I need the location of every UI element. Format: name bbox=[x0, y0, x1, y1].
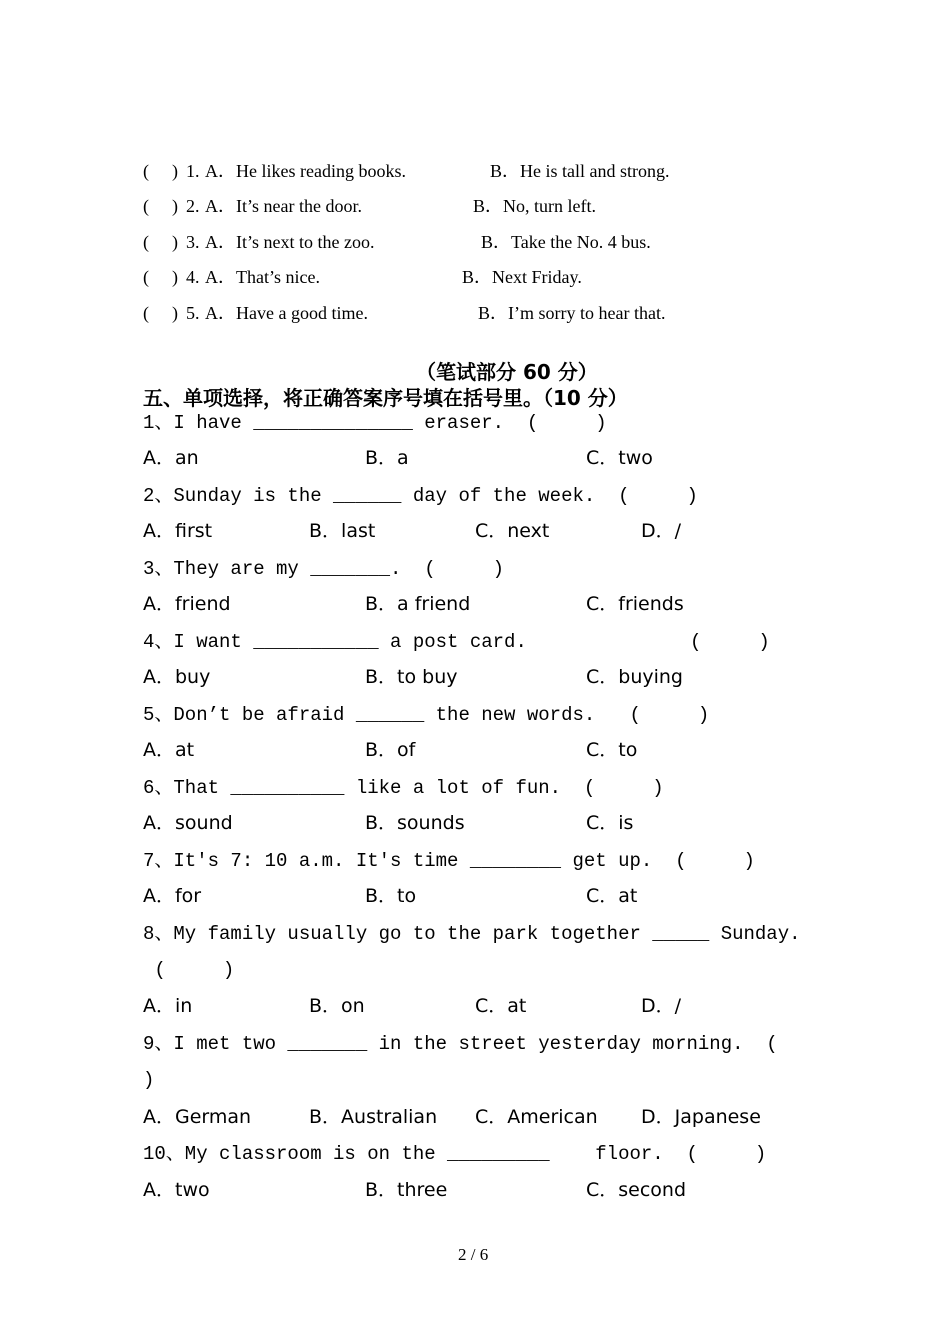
choice-c: C．at bbox=[475, 995, 527, 1017]
choice-c: C．to bbox=[586, 739, 638, 761]
item-number: 1. bbox=[186, 161, 200, 181]
answer-paren-close: ) bbox=[172, 161, 178, 181]
choice-c: C．friends bbox=[586, 593, 684, 615]
option-b: B．He is tall and strong. bbox=[490, 161, 670, 181]
choice-b: B．last bbox=[309, 520, 376, 542]
question-text-continued: ( ) bbox=[143, 959, 235, 981]
section-title: 五、单项选择，将正确答案序号填在括号里。（10 分） bbox=[143, 386, 628, 410]
option-b: B．I’m sorry to hear that. bbox=[478, 303, 666, 323]
question-text: 10、My classroom is on the _________ floor. ( ) bbox=[143, 1143, 767, 1165]
choice-a: A．sound bbox=[143, 812, 233, 834]
choice-b: B．sounds bbox=[365, 812, 465, 834]
choice-c: C．second bbox=[586, 1179, 687, 1201]
item-number: 4. bbox=[186, 267, 200, 287]
item-number: 3. bbox=[186, 232, 200, 252]
answer-paren: ( ) bbox=[690, 631, 770, 653]
answer-paren-open: ( bbox=[143, 196, 149, 216]
choice-b: B．Australian bbox=[309, 1106, 438, 1128]
option-a: A．He likes reading books. bbox=[205, 161, 406, 181]
choice-a: A．buy bbox=[143, 666, 211, 688]
choice-c: C．buying bbox=[586, 666, 683, 688]
choice-a: A．at bbox=[143, 739, 195, 761]
question-text: 2、Sunday is the ______ day of the week. ( ) bbox=[143, 485, 698, 507]
option-a: A．It’s near the door. bbox=[205, 196, 362, 216]
answer-paren-close: ) bbox=[172, 267, 178, 287]
option-b: B．Take the No. 4 bus. bbox=[481, 232, 651, 252]
choice-a: A．two bbox=[143, 1179, 210, 1201]
page-number: 2 / 6 bbox=[458, 1245, 489, 1264]
choice-b: B．to buy bbox=[365, 666, 458, 688]
choice-d: D．/ bbox=[641, 520, 682, 542]
choice-d: D．Japanese bbox=[641, 1106, 761, 1128]
item-number: 2. bbox=[186, 196, 200, 216]
item-number: 5. bbox=[186, 303, 200, 323]
option-a: A．That’s nice. bbox=[205, 267, 320, 287]
choice-a: A．an bbox=[143, 447, 199, 469]
choice-b: B．three bbox=[365, 1179, 448, 1201]
answer-paren-close: ) bbox=[172, 303, 178, 323]
choice-c: C．at bbox=[586, 885, 638, 907]
choice-a: A．German bbox=[143, 1106, 252, 1128]
choice-a: A．first bbox=[143, 520, 213, 542]
question-text: 5、Don’t be afraid ______ the new words. ( ) bbox=[143, 704, 710, 726]
answer-paren-close: ) bbox=[172, 232, 178, 252]
choice-b: B．on bbox=[309, 995, 365, 1017]
choice-a: A．friend bbox=[143, 593, 231, 615]
choice-d: D．/ bbox=[641, 995, 682, 1017]
choice-a: A．in bbox=[143, 995, 193, 1017]
choice-c: C．two bbox=[586, 447, 653, 469]
choice-b: B．a bbox=[365, 447, 409, 469]
option-a: A．Have a good time. bbox=[205, 303, 368, 323]
option-b: B．Next Friday. bbox=[462, 267, 582, 287]
option-a: A．It’s next to the zoo. bbox=[205, 232, 375, 252]
question-text: 8、My family usually go to the park together _____ Sunday. bbox=[143, 923, 801, 945]
question-text-continued: ) bbox=[143, 1069, 155, 1091]
choice-c: C．is bbox=[586, 812, 634, 834]
question-text: 1、I have ______________ eraser. ( ) bbox=[143, 412, 607, 434]
question-text: 3、They are my _______. ( ) bbox=[143, 558, 505, 580]
question-text: 6、That __________ like a lot of fun. ( ) bbox=[143, 777, 664, 799]
answer-paren-open: ( bbox=[143, 303, 149, 323]
choice-b: B．of bbox=[365, 739, 416, 761]
choice-a: A．for bbox=[143, 885, 202, 907]
answer-paren-open: ( bbox=[143, 161, 149, 181]
question-text: 9、I met two _______ in the street yesterday morning. ( bbox=[143, 1033, 778, 1055]
question-text: 7、It's 7: 10 a.m. It's time ________ get up. ( ) bbox=[143, 850, 755, 872]
answer-paren-open: ( bbox=[143, 232, 149, 252]
question-text: 4、I want ___________ a post card. bbox=[143, 631, 527, 653]
answer-paren-close: ) bbox=[172, 196, 178, 216]
choice-b: B．a friend bbox=[365, 593, 471, 615]
answer-paren-open: ( bbox=[143, 267, 149, 287]
choice-b: B．to bbox=[365, 885, 417, 907]
choice-c: C．American bbox=[475, 1106, 598, 1128]
written-part-title: （笔试部分 60 分） bbox=[416, 360, 598, 384]
option-b: B．No, turn left. bbox=[473, 196, 596, 216]
choice-c: C．next bbox=[475, 520, 550, 542]
